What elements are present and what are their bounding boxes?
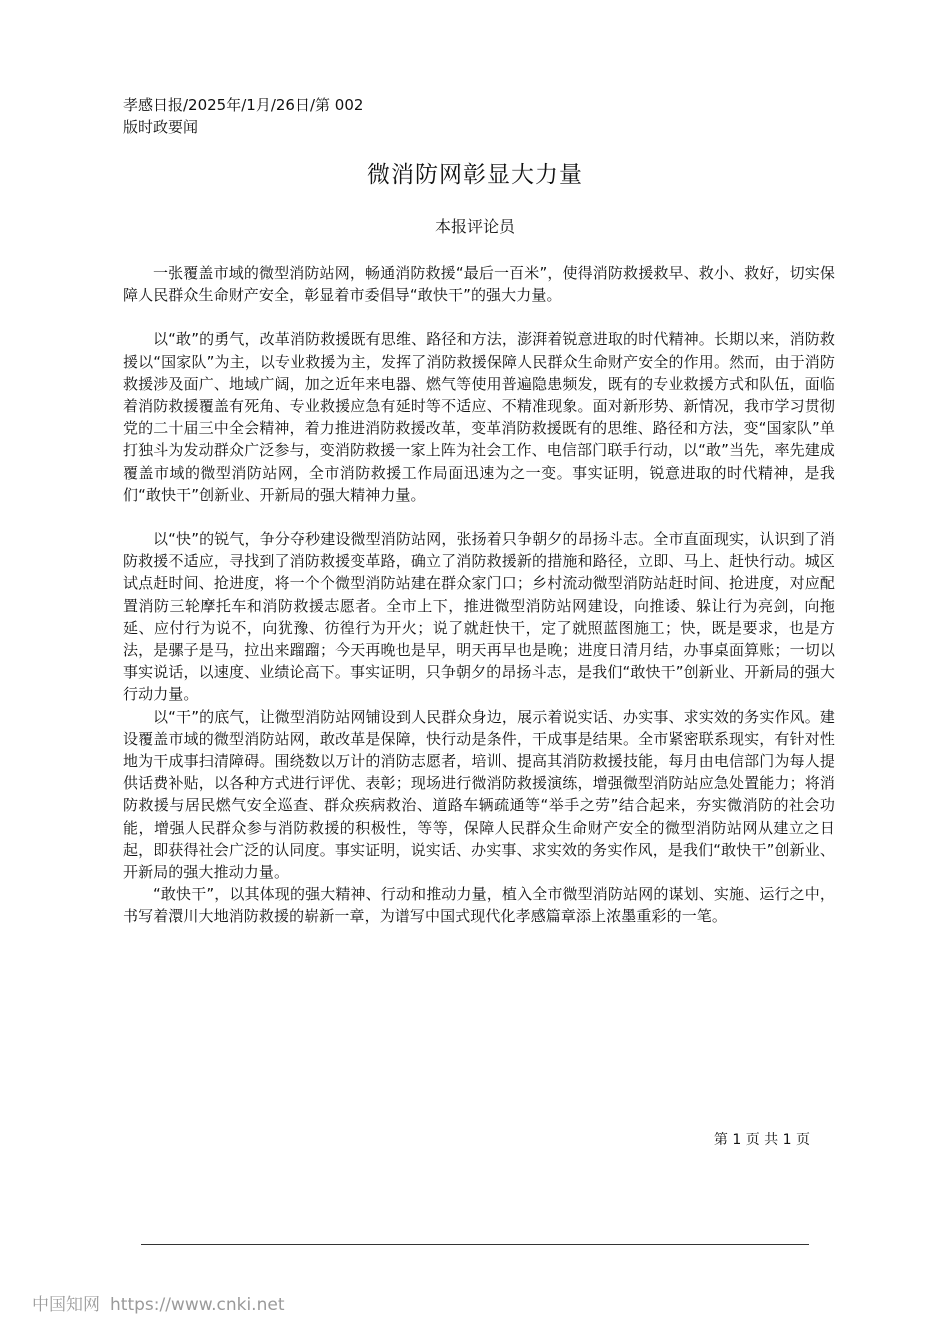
page-indicator: 第 1 页 共 1 页 (713, 1132, 810, 1148)
footer-divider (141, 1244, 809, 1245)
watermark (32, 1293, 284, 1317)
watermark-brand: 中国知网 (32, 1295, 100, 1315)
document-meta (123, 94, 423, 138)
article-title: 微消防网彰显大力量 (367, 162, 583, 188)
section-line: 版时政要闻 (123, 118, 199, 136)
source-line: 孝感日报/2025年/1月/26日/第 002 (123, 96, 364, 114)
article-paragraph: 以“快”的锐气，争分夺秒建设微型消防站网，张扬着只争朝夕的昂扬斗志。全市直面现实，认识到了消防救援不适应，寻找到了消防救援变革路，确立了消防救援新的措施和路径，立即、马上、赶快行动。城区试点赶时间、抢进度，将一个个微型消防站建在群众家门口；乡村流动微型消防站赶时间、抢进度，对应配置消防三轮摩托车和消防救援志愿者。全市上下，推进微型消防站网建设，向推诿、躲让行为亮剑，向拖延、应付行为说不，向犹豫、彷徨行为开火；说了就赶快干，定了就照蓝图施工；快，既是要求，也是方法，是骡子是马，拉出来蹓蹓；今天再晚也是早，明天再早也是晚；进度日清月结，办事桌面算账；一切以事实说话，以速度、业绩论高下。事实证明，只争朝夕的昂扬斗志，是我们“敢快干”创新业、开新局的强大行动力量。 (123, 530, 835, 704)
article-byline: 本报评论员 (434, 217, 515, 236)
article-paragraph: 以“干”的底气，让微型消防站网铺设到人民群众身边，展示着说实话、办实事、求实效的务实作风。建设覆盖市域的微型消防站网，敢改革是保障，快行动是条件，干成事是结果。全市紧密联系现实，有针对性地为干成事扫清障碍。围绕数以万计的消防志愿者，培训、提高其消防救援技能，每月由电信部门为每人提供话费补贴，以各种方式进行评优、表彰；现场进行微消防救援演练，增强微型消防站应急处置能力；将消防救援与居民燃气安全巡查、群众疾病救治、道路车辆疏通等“举手之劳”结合起来，夯实微消防的社会功能，增强人民群众参与消防救援的积极性，等等，保障人民群众生命财产安全的微型消防站网从建立之日起，即获得社会广泛的认同度。事实证明，说实话、办实事、求实效的务实作风，是我们“敢快干”创新业、开新局的强大推动力量。 (123, 707, 835, 882)
article-body (123, 262, 835, 928)
article-paragraph: 一张覆盖市域的微型消防站网，畅通消防救援“最后一百米”，使得消防救援救早、救小、救好，切实保障人民群众生命财产安全，彰显着市委倡导“敢快干”的强大力量。 (123, 264, 835, 305)
watermark-url: https://www.cnki.net (110, 1295, 285, 1315)
article-paragraph: 以“敢”的勇气，改革消防救援既有思维、路径和方法，澎湃着锐意进取的时代精神。长期以来，消防救援以“国家队”为主，以专业救援为主，发挥了消防救援保障人民群众生命财产安全的作用。然而，由于消防救援涉及面广、地域广阔，加之近年来电器、燃气等使用普遍隐患频发，既有的专业救援方式和队伍，面临着消防救援覆盖有死角、专业救援应急有延时等不适应、不精准现象。面对新形势、新情况，我市学习贯彻党的二十届三中全会精神，着力推进消防救援改革，变革消防救援既有的思维、路径和方法，变“国家队”单打独斗为发动群众广泛参与，变消防救援一家上阵为社会工作、电信部门联手行动，以“敢”当先，率先建成覆盖市域的微型消防站网，全市消防救援工作局面迅速为之一变。事实证明，锐意进取的时代精神，是我们“敢快干”创新业、开新局的强大精神力量。 (123, 330, 835, 504)
article-paragraph: “敢快干”，以其体现的强大精神、行动和推动力量，植入全市微型消防站网的谋划、实施、运行之中，书写着澴川大地消防救援的崭新一章，为谱写中国式现代化孝感篇章添上浓墨重彩的一笔。 (123, 885, 835, 926)
